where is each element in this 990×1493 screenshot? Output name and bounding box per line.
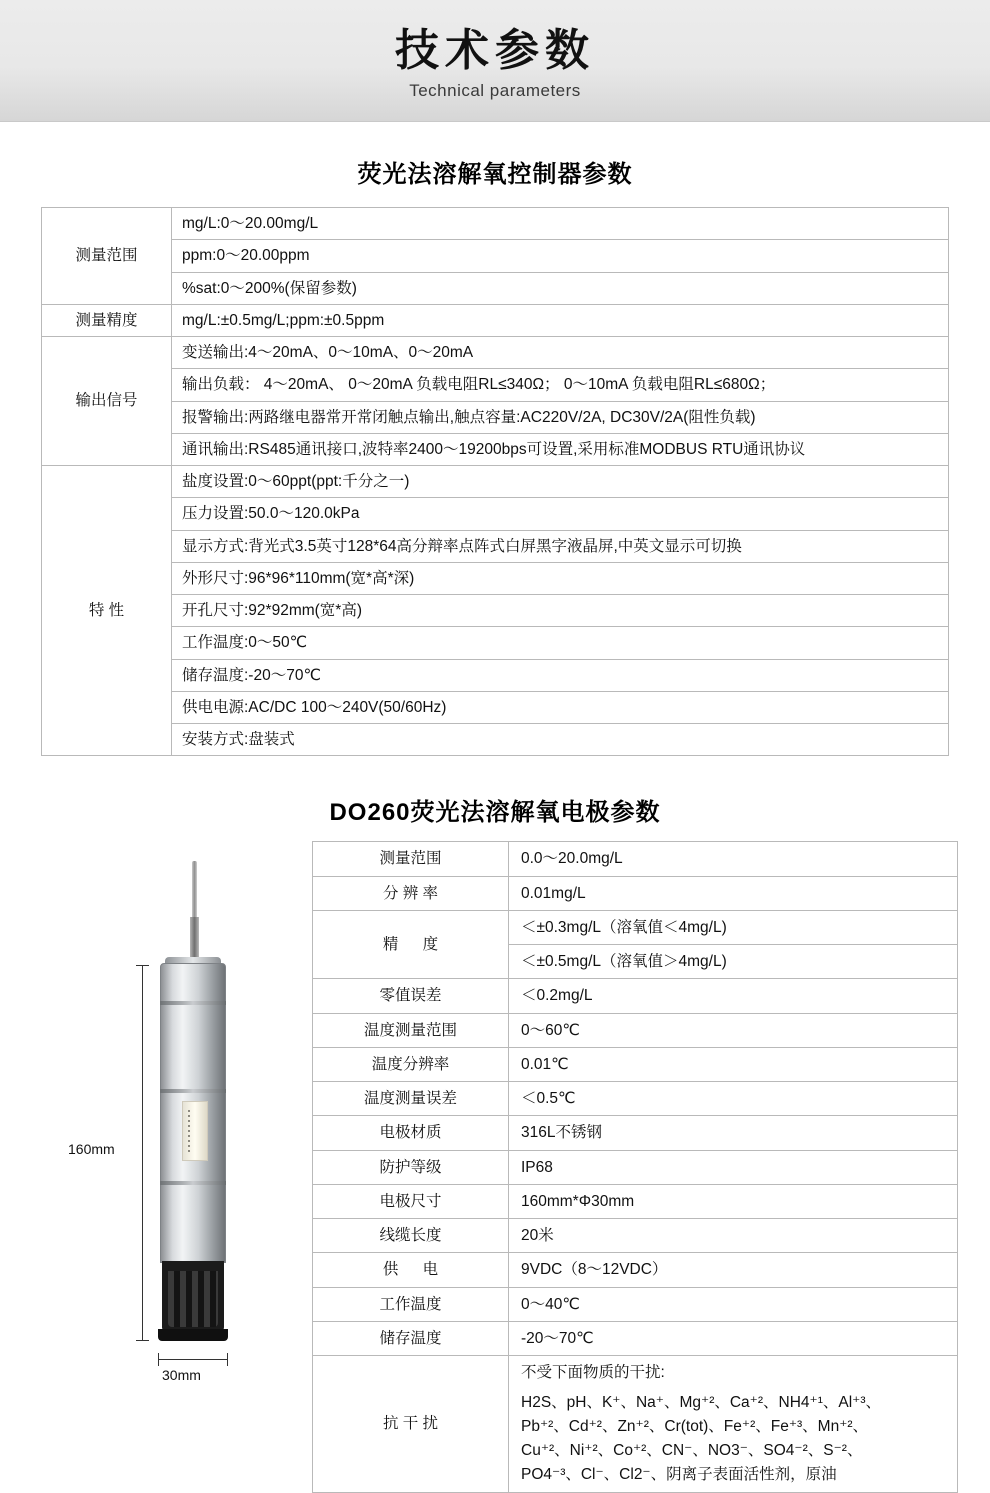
row-label: 线缆长度 (313, 1219, 509, 1253)
row-value: 显示方式:背光式3.5英寸128*64高分辩率点阵式白屏黑字液晶屏,中英文显示可切换 (172, 530, 949, 562)
row-label: 电极材质 (313, 1116, 509, 1150)
probe-label-strip (182, 1101, 208, 1161)
row-label: 零值误差 (313, 979, 509, 1013)
table-row (313, 842, 958, 876)
row-label: 测量精度 (42, 304, 172, 336)
page-banner (0, 0, 990, 122)
interference-line: H2S、pH、K⁺、Na⁺、Mg⁺²、Ca⁺²、NH4⁺¹、Al⁺³、 (521, 1394, 881, 1412)
row-label: 储存温度 (313, 1321, 509, 1355)
row-value: 0～60℃ (509, 1013, 958, 1047)
table-row (42, 627, 949, 659)
row-value: ppm:0～20.00ppm (172, 240, 949, 272)
table-row (42, 433, 949, 465)
table-row (42, 208, 949, 240)
row-value: -20～70℃ (509, 1321, 958, 1355)
probe-ring (160, 1001, 226, 1005)
page-title: 技术参数 (395, 26, 595, 76)
row-value: 盐度设置:0～60ppt(ppt:千分之一) (172, 466, 949, 498)
row-label: 输出信号 (42, 337, 172, 466)
row-value: 160mm*Φ30mm (509, 1184, 958, 1218)
table-row (42, 466, 949, 498)
row-label: 工作温度 (313, 1287, 509, 1321)
interference-cell (509, 1356, 958, 1493)
row-label: 测量范围 (313, 842, 509, 876)
row-value: 开孔尺寸:92*92mm(宽*高) (172, 595, 949, 627)
interference-line: PO4⁻³、Cl⁻、Cl2⁻、阴离子表面活性剂，原油 (521, 1466, 837, 1484)
row-label: 特 性 (42, 466, 172, 756)
table-row (42, 498, 949, 530)
probe-ring (160, 1089, 226, 1093)
row-label: 抗 干 扰 (313, 1356, 509, 1493)
row-value: 压力设置:50.0～120.0kPa (172, 498, 949, 530)
row-value: 0.0～20.0mg/L (509, 842, 958, 876)
controller-spec-table (41, 207, 949, 756)
row-label: 温度测量范围 (313, 1013, 509, 1047)
probe-illustration (32, 841, 312, 1451)
table-row (42, 369, 949, 401)
table-row (313, 1253, 958, 1287)
row-value: %sat:0～200%(保留参数) (172, 272, 949, 304)
table-row (313, 1150, 958, 1184)
table-row (42, 562, 949, 594)
row-label: 测量范围 (42, 208, 172, 305)
table-row (313, 1287, 958, 1321)
interference-line: Pb⁺²、Cd⁺²、Zn⁺²、Cr(tot)、Fe⁺²、Fe⁺³、Mn⁺²、 (521, 1418, 869, 1436)
page-subtitle: Technical parameters (409, 80, 581, 100)
interference-line: Cu⁺²、Ni⁺²、Co⁺²、CN⁻、NO3⁻、SO4⁻²、S⁻²、 (521, 1442, 863, 1460)
row-value: 储存温度:-20～70℃ (172, 659, 949, 691)
row-label: 电极尺寸 (313, 1184, 509, 1218)
table-row (313, 876, 958, 910)
table-row (313, 910, 958, 944)
row-value: 安装方式:盘装式 (172, 724, 949, 756)
row-value: 9VDC（8～12VDC） (509, 1253, 958, 1287)
table-row (313, 1116, 958, 1150)
controller-section-title: 荧光法溶解氧控制器参数 (357, 161, 633, 188)
row-value: ＜±0.3mg/L（溶氧值＜4mg/L) (509, 910, 958, 944)
table-row (42, 272, 949, 304)
table-row (42, 337, 949, 369)
diameter-dimension-label: 30mm (162, 1367, 201, 1384)
row-value: 20米 (509, 1219, 958, 1253)
row-value: 外形尺寸:96*96*110mm(宽*高*深) (172, 562, 949, 594)
row-label: 温度测量误差 (313, 1082, 509, 1116)
height-dimension-line (142, 965, 143, 1341)
table-row (313, 1356, 958, 1493)
probe-ring (160, 1181, 226, 1185)
row-value: 0.01mg/L (509, 876, 958, 910)
table-row (313, 1013, 958, 1047)
diameter-dimension-line (158, 1359, 228, 1360)
row-value: mg/L:0～20.00mg/L (172, 208, 949, 240)
table-row (313, 1082, 958, 1116)
table-row (313, 1219, 958, 1253)
row-label: 温度分辨率 (313, 1047, 509, 1081)
table-row (42, 401, 949, 433)
probe-guard-base (158, 1329, 228, 1341)
height-dimension-label: 160mm (68, 1141, 115, 1158)
row-value: 变送输出:4～20mA、0～10mA、0～20mA (172, 337, 949, 369)
interference-list (521, 1389, 949, 1487)
table-row (313, 979, 958, 1013)
row-value: 报警输出:两路继电器常开常闭触点输出,触点容量:AC220V/2A, DC30V/2A(阻性负载) (172, 401, 949, 433)
table-row (313, 1184, 958, 1218)
electrode-spec-table (312, 841, 958, 1493)
row-value: 316L不锈钢 (509, 1116, 958, 1150)
probe-cable-icon (192, 861, 197, 921)
table-row (42, 530, 949, 562)
table-row (42, 724, 949, 756)
row-value: 供电电源:AC/DC 100～240V(50/60Hz) (172, 691, 949, 723)
table-row (313, 1047, 958, 1081)
table-row (42, 240, 949, 272)
row-value: 输出负载： 4～20mA、 0～20mA 负载电阻RL≤340Ω； 0～10mA 负载电阻RL≤680Ω； (172, 369, 949, 401)
table-row (42, 304, 949, 336)
row-value: 0.01℃ (509, 1047, 958, 1081)
electrode-section-title: DO260荧光法溶解氧电极参数 (329, 799, 661, 827)
table-row (42, 691, 949, 723)
interference-heading: 不受下面物质的干扰: (521, 1364, 665, 1381)
table-row (313, 1321, 958, 1355)
row-label: 供 电 (313, 1253, 509, 1287)
row-label: 防护等级 (313, 1150, 509, 1184)
probe-sensor-guard (162, 1261, 224, 1333)
table-row (42, 659, 949, 691)
row-value: 通讯输出:RS485通讯接口,波特率2400～19200bps可设置,采用标准MODBUS RTU通讯协议 (172, 433, 949, 465)
row-label: 分 辨 率 (313, 876, 509, 910)
row-value: IP68 (509, 1150, 958, 1184)
row-value: 工作温度:0～50℃ (172, 627, 949, 659)
row-value: ＜0.5℃ (509, 1082, 958, 1116)
row-value: mg/L:±0.5mg/L;ppm:±0.5ppm (172, 304, 949, 336)
row-label: 精 度 (313, 910, 509, 979)
table-row (42, 595, 949, 627)
row-value: ＜0.2mg/L (509, 979, 958, 1013)
electrode-section (32, 841, 958, 1493)
row-value: ＜±0.5mg/L（溶氧值＞4mg/L) (509, 945, 958, 979)
row-value: 0～40℃ (509, 1287, 958, 1321)
